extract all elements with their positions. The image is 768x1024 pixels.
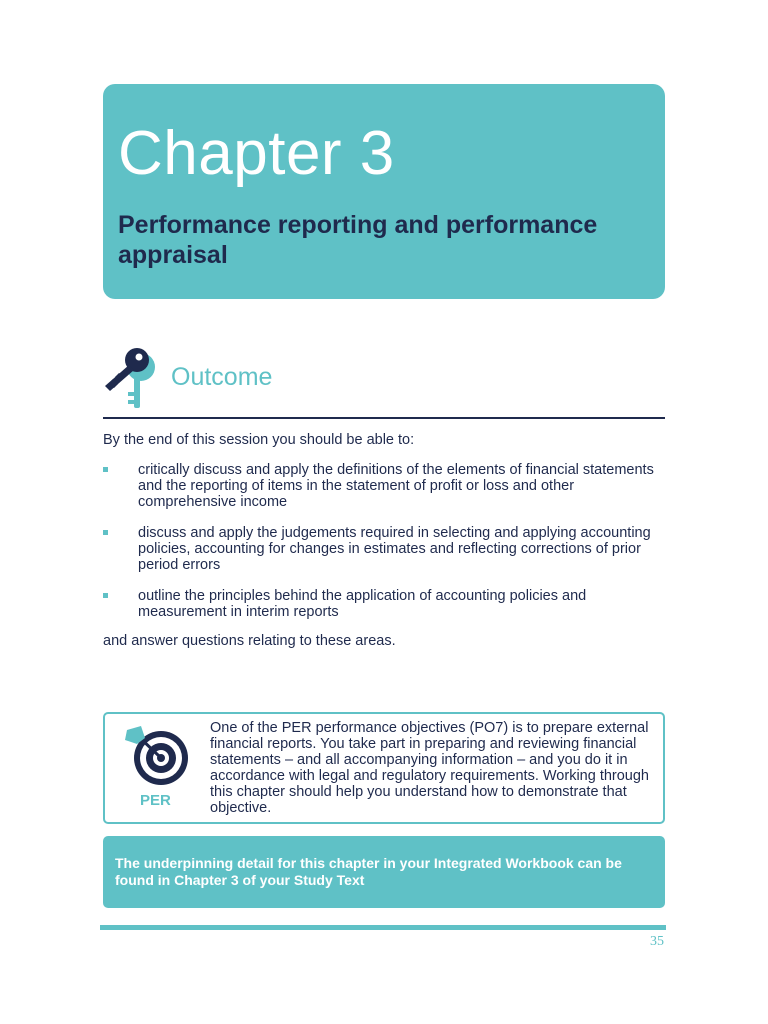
study-text-note [103,836,665,908]
chapter-subtitle: Performance reporting and performance appraisal [118,211,598,269]
page-number: 35 [650,934,664,949]
list-item-text: outline the principles behind the application of accounting policies and measurement in interim reports [138,588,587,620]
outcome-closing: and answer questions relating to these areas. [103,633,396,649]
target-icon [123,724,193,790]
key-icon [103,345,161,411]
list-item [103,588,668,620]
per-box [103,712,665,824]
outcome-header [103,345,665,419]
note-text: The underpinning detail for this chapter in your Integrated Workbook can be found in Chapter 3 of your Study Text [115,855,622,888]
list-item-text: critically discuss and apply the definitions of the elements of financial statements and the reporting of items in the statement of profit or loss and other comprehensive income [138,462,654,510]
outcome-heading: Outcome [171,363,273,391]
per-label: PER [140,792,171,809]
outcome-list [103,462,668,635]
list-item [103,525,668,573]
footer-divider [100,925,666,930]
list-item-text: discuss and apply the judgements required in selecting and applying accounting policies, accounting for changes in estimates and reflecting corrections of prior period errors [138,525,651,573]
list-item [103,462,668,510]
chapter-title: Chapter 3 [118,119,395,188]
chapter-banner [103,84,665,299]
per-text: One of the PER performance objectives (PO7) is to prepare external financial reports. You take part in preparing and reviewing financial statements – and all accompanying information – and you do it in accordance with legal and regulatory requirements. Working through this chapter should help you understand how to demonstrate that objective. [210,720,650,816]
bullet-icon [103,593,108,598]
outcome-intro: By the end of this session you should be able to: [103,432,415,448]
bullet-icon [103,467,108,472]
bullet-icon [103,530,108,535]
